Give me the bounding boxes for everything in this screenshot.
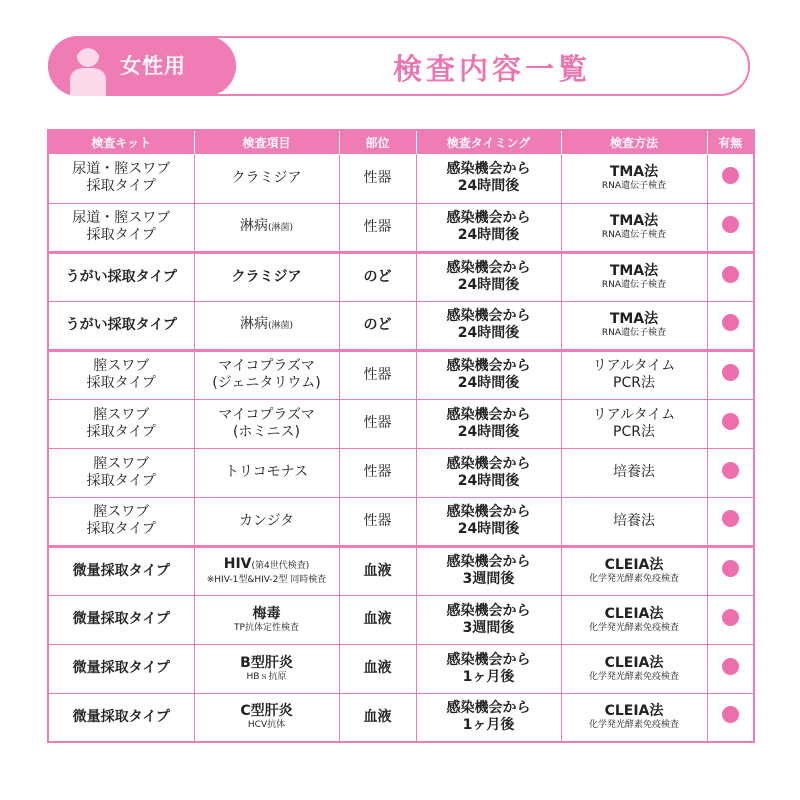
method-name: TMA法	[609, 213, 659, 229]
part-cell: のど	[339, 301, 416, 350]
timing-text: 感染機会から	[446, 504, 531, 520]
header-item: 検査項目	[194, 130, 339, 154]
timing-cell	[416, 203, 561, 252]
item-cell	[194, 546, 339, 595]
method-subtitle: RNA遺伝子検査	[601, 328, 667, 338]
header-method: 検査方法	[561, 130, 707, 154]
item-subtitle: (ホミニス)	[233, 423, 300, 440]
table-row	[48, 154, 754, 203]
timing-cell	[416, 693, 561, 742]
timing-text: 24時間後	[457, 227, 520, 243]
availability-cell	[707, 644, 754, 693]
kit-cell	[48, 595, 194, 644]
available-dot-icon	[722, 462, 739, 479]
part-cell: 性器	[339, 497, 416, 546]
kit-text: 膣スワブ	[93, 358, 150, 374]
method-cell	[561, 203, 707, 252]
timing-text: 感染機会から	[446, 455, 531, 472]
timing-cell	[416, 252, 561, 301]
kit-cell	[48, 644, 194, 693]
part-cell: のど	[339, 252, 416, 301]
timing-text: 感染機会から	[446, 406, 531, 423]
part-cell: 性器	[339, 448, 416, 497]
timing-text: 感染機会から	[446, 700, 531, 717]
timing-text: 感染機会から	[446, 210, 531, 226]
table-row	[48, 448, 754, 497]
timing-text: 24時間後	[457, 178, 520, 195]
item-name: マイコプラズマ	[218, 358, 315, 374]
audience-label: 女性用	[120, 54, 186, 78]
item-cell	[194, 497, 339, 546]
timing-text: 24時間後	[457, 472, 520, 489]
item-name: B型肝炎	[240, 654, 293, 671]
kit-text: 採取タイプ	[86, 521, 156, 537]
item-name: HIV	[223, 556, 252, 572]
available-dot-icon	[722, 314, 739, 331]
available-dot-icon	[722, 658, 739, 675]
method-subtitle: PCR法	[613, 375, 655, 391]
method-name: CLEIA法	[604, 557, 664, 573]
item-subtitle: TP抗体定性検査	[234, 622, 299, 633]
method-name: リアルタイム	[592, 358, 676, 374]
table-row	[48, 693, 754, 742]
method-cell	[561, 350, 707, 399]
method-name: CLEIA法	[604, 605, 664, 622]
woman-avatar-icon	[66, 36, 110, 96]
table-row	[48, 301, 754, 350]
kit-text: 採取タイプ	[86, 423, 156, 440]
item-cell	[194, 399, 339, 448]
timing-text: 感染機会から	[446, 358, 531, 374]
timing-text: 24時間後	[457, 277, 520, 293]
method-subtitle: 化学発光酵素免疫検査	[588, 574, 679, 584]
item-cell	[194, 203, 339, 252]
timing-text: 1ヶ月後	[462, 717, 515, 734]
availability-cell	[707, 350, 754, 399]
header-banner	[48, 36, 750, 96]
method-name: TMA法	[609, 311, 659, 327]
method-name: TMA法	[609, 164, 659, 181]
available-dot-icon	[722, 706, 739, 723]
timing-text: 感染機会から	[446, 651, 531, 668]
method-name: CLEIA法	[604, 703, 664, 720]
timing-cell	[416, 350, 561, 399]
kit-cell	[48, 546, 194, 595]
timing-text: 感染機会から	[446, 602, 531, 619]
available-dot-icon	[722, 413, 739, 430]
kit-cell	[48, 693, 194, 742]
method-cell	[561, 546, 707, 595]
kit-text: 膣スワブ	[93, 406, 150, 423]
available-dot-icon	[722, 266, 739, 283]
kit-text: うがい採取タイプ	[65, 268, 177, 285]
available-dot-icon	[722, 510, 739, 527]
part-cell: 血液	[339, 595, 416, 644]
header-availability: 有無	[707, 130, 754, 154]
method-cell	[561, 399, 707, 448]
kit-text: 膣スワブ	[93, 455, 150, 472]
item-subtitle: (ジェニタリウム)	[212, 375, 321, 391]
item-name: 淋病	[239, 315, 268, 332]
timing-text: 1ヶ月後	[462, 668, 515, 685]
item-subtitle: ※HIV-1型&HIV-2型 同時検査	[206, 575, 327, 585]
timing-text: 3週間後	[462, 619, 515, 636]
method-cell	[561, 154, 707, 203]
method-cell	[561, 301, 707, 350]
item-name-line	[197, 407, 337, 424]
availability-cell	[707, 693, 754, 742]
method-cell	[561, 644, 707, 693]
timing-text: 感染機会から	[446, 161, 531, 178]
timing-text: 感染機会から	[446, 308, 531, 324]
timing-cell	[416, 301, 561, 350]
method-name: CLEIA法	[604, 654, 664, 671]
header-kit: 検査キット	[48, 130, 194, 154]
availability-cell	[707, 448, 754, 497]
kit-cell	[48, 252, 194, 301]
item-name: マイコプラズマ	[218, 406, 315, 423]
kit-text: 微量採取タイプ	[72, 562, 170, 579]
availability-cell	[707, 203, 754, 252]
kit-cell	[48, 203, 194, 252]
item-note: (淋菌)	[267, 222, 294, 233]
timing-text: 24時間後	[457, 375, 520, 391]
available-dot-icon	[722, 167, 739, 184]
timing-cell	[416, 644, 561, 693]
availability-cell	[707, 497, 754, 546]
table-row	[48, 350, 754, 399]
method-cell	[561, 252, 707, 301]
table-row	[48, 644, 754, 693]
audience-badge	[48, 36, 236, 96]
kit-cell	[48, 448, 194, 497]
method-name: TMA法	[609, 263, 659, 279]
part-cell: 血液	[339, 693, 416, 742]
item-cell	[194, 448, 339, 497]
timing-cell	[416, 448, 561, 497]
timing-text: 3週間後	[462, 571, 515, 587]
timing-cell	[416, 154, 561, 203]
test-contents-table	[47, 129, 755, 743]
table-row	[48, 399, 754, 448]
method-subtitle: 化学発光酵素免疫検査	[588, 720, 679, 731]
method-subtitle: RNA遺伝子検査	[601, 181, 667, 192]
timing-text: 感染機会から	[446, 554, 531, 570]
item-cell	[194, 693, 339, 742]
item-cell	[194, 154, 339, 203]
header-timing: 検査タイミング	[416, 130, 561, 154]
method-cell	[561, 595, 707, 644]
method-subtitle: RNA遺伝子検査	[601, 230, 667, 240]
table-row	[48, 497, 754, 546]
item-cell	[194, 595, 339, 644]
method-subtitle: 化学発光酵素免疫検査	[588, 671, 679, 682]
item-name: クラミジア	[231, 268, 302, 285]
kit-text: 尿道・膣スワブ	[72, 210, 171, 226]
item-name: 梅毒	[252, 605, 281, 622]
item-name-line	[197, 556, 337, 575]
item-name-line	[197, 513, 337, 530]
item-name-line	[197, 703, 337, 720]
availability-cell	[707, 546, 754, 595]
availability-cell	[707, 595, 754, 644]
item-name-line	[197, 358, 337, 375]
item-cell	[194, 350, 339, 399]
table-row	[48, 595, 754, 644]
kit-text: 採取タイプ	[86, 472, 156, 489]
item-name-line	[197, 316, 337, 335]
kit-cell	[48, 497, 194, 546]
kit-text: 尿道・膣スワブ	[72, 161, 171, 178]
timing-text: 24時間後	[457, 423, 520, 440]
table-header-row	[48, 130, 754, 154]
part-cell: 性器	[339, 350, 416, 399]
availability-cell	[707, 399, 754, 448]
method-cell	[561, 693, 707, 742]
method-cell	[561, 448, 707, 497]
item-name: C型肝炎	[240, 703, 293, 720]
timing-cell	[416, 546, 561, 595]
kit-cell	[48, 301, 194, 350]
item-name-line	[197, 269, 337, 286]
item-name: トリコモナス	[224, 464, 309, 480]
item-subtitle: HCV抗体	[247, 720, 286, 731]
timing-text: 感染機会から	[446, 260, 531, 276]
part-cell: 血液	[339, 644, 416, 693]
method-subtitle: RNA遺伝子検査	[601, 280, 667, 290]
kit-text: 採取タイプ	[86, 227, 156, 243]
available-dot-icon	[722, 364, 739, 381]
kit-text: うがい採取タイプ	[65, 316, 177, 333]
item-name-line	[197, 655, 337, 672]
timing-text: 24時間後	[457, 521, 520, 537]
part-cell: 性器	[339, 399, 416, 448]
item-note: (第4世代検査)	[251, 561, 310, 571]
kit-text: 採取タイプ	[86, 375, 156, 391]
availability-cell	[707, 252, 754, 301]
item-cell	[194, 252, 339, 301]
method-subtitle: 化学発光酵素免疫検査	[588, 622, 679, 633]
method-name: 培養法	[613, 464, 655, 480]
page-title: 検査内容一覧	[392, 52, 591, 86]
item-name-line	[197, 218, 337, 237]
timing-cell	[416, 497, 561, 546]
part-cell: 血液	[339, 546, 416, 595]
method-subtitle: PCR法	[613, 423, 655, 440]
item-note: (淋菌)	[267, 320, 294, 331]
part-cell: 性器	[339, 154, 416, 203]
item-name-line	[197, 170, 337, 187]
timing-cell	[416, 595, 561, 644]
timing-text: 24時間後	[457, 325, 520, 341]
item-cell	[194, 644, 339, 693]
item-name: クラミジア	[231, 169, 302, 186]
item-subtitle: HBｓ抗原	[246, 671, 287, 682]
method-name: 培養法	[613, 512, 655, 529]
kit-text: 微量採取タイプ	[72, 708, 170, 725]
timing-cell	[416, 399, 561, 448]
item-name: 淋病	[239, 217, 268, 234]
part-cell: 性器	[339, 203, 416, 252]
kit-text: 微量採取タイプ	[72, 660, 170, 676]
kit-text: 採取タイプ	[86, 178, 156, 195]
header-part: 部位	[339, 130, 416, 154]
available-dot-icon	[722, 216, 739, 233]
available-dot-icon	[722, 560, 739, 577]
kit-cell	[48, 154, 194, 203]
availability-cell	[707, 301, 754, 350]
method-name: リアルタイム	[592, 406, 676, 423]
table-row	[48, 252, 754, 301]
table-row	[48, 203, 754, 252]
method-cell	[561, 497, 707, 546]
available-dot-icon	[722, 609, 739, 626]
item-name-line	[197, 606, 337, 623]
kit-cell	[48, 350, 194, 399]
kit-text: 微量採取タイプ	[72, 611, 170, 627]
kit-cell	[48, 399, 194, 448]
table-row	[48, 546, 754, 595]
item-name-line	[197, 464, 337, 481]
availability-cell	[707, 154, 754, 203]
item-name: カンジタ	[238, 512, 295, 529]
kit-text: 膣スワブ	[93, 504, 150, 520]
item-cell	[194, 301, 339, 350]
